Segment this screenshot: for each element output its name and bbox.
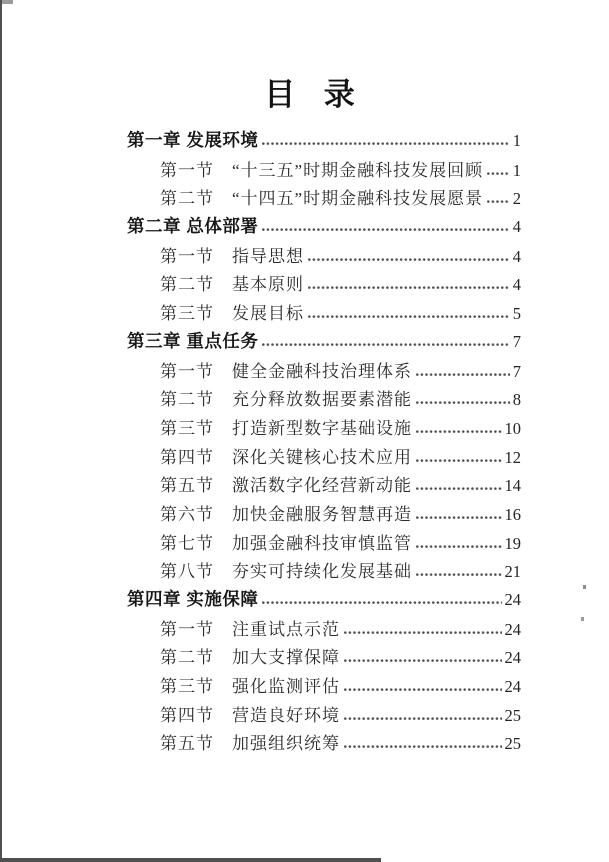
- dot-leader: [487, 199, 510, 204]
- toc-entry-page: 24: [504, 619, 521, 639]
- toc-entry-section: [127, 270, 521, 299]
- toc-entry-page: 8: [512, 390, 521, 410]
- scan-speck: [581, 617, 584, 621]
- toc-entry-label: 第二节 基本原则: [160, 275, 304, 295]
- toc-entry-page: 14: [504, 476, 521, 496]
- toc-entry-label: 第三节 强化监测评估: [160, 677, 340, 697]
- toc-entry-page: 24: [504, 590, 521, 609]
- toc-entry-page: 10: [504, 418, 521, 438]
- toc-entry-label: 第五节 激活数字化经营新动能: [160, 476, 412, 496]
- toc-entry-section: [127, 184, 521, 213]
- scan-edge-bottom-line: [0, 858, 381, 862]
- dot-leader: [344, 716, 502, 721]
- toc-entry-section: [127, 414, 521, 443]
- toc-entry-label: 第二节 加大支撑保障: [160, 648, 340, 668]
- toc-entry-label: 第五节 加强组织统筹: [160, 734, 340, 754]
- toc-entry-label: 第四章 实施保障: [127, 589, 259, 609]
- toc-entry-section: [127, 500, 521, 529]
- toc-entry-page: 24: [504, 648, 521, 668]
- toc-entry-label: 第二节 “十四五”时期金融科技发展愿景: [160, 189, 484, 209]
- dot-leader: [262, 600, 501, 605]
- toc-entry-label: 第三章 重点任务: [127, 330, 259, 351]
- toc-entry-label: 第六节 加快金融服务智慧再造: [160, 504, 412, 524]
- toc-entry-label: 第三节 发展目标: [160, 304, 304, 324]
- dot-leader: [344, 744, 502, 749]
- toc-entry-chapter: [127, 127, 521, 156]
- toc-entry-section: [127, 443, 521, 472]
- toc-entry-section: [127, 357, 521, 386]
- scan-edge-left-line: [0, 0, 2, 862]
- toc-entry-page: 4: [512, 246, 521, 266]
- toc-entry-section: [127, 643, 521, 672]
- dot-leader: [416, 572, 502, 577]
- toc-entry-page: 7: [512, 331, 521, 351]
- toc-entry-label: 第二章 总体部署: [127, 216, 259, 237]
- toc-entry-page: 19: [504, 533, 521, 553]
- toc-entry-label: 第四节 深化关键核心技术应用: [160, 447, 412, 467]
- toc-entry-label: 第一节 “十三五”时期金融科技发展回顾: [160, 160, 484, 180]
- toc-entry-page: 7: [512, 361, 521, 381]
- toc-entry-label: 第一节 注重试点示范: [160, 619, 340, 639]
- toc-entry-page: 25: [504, 734, 521, 754]
- page-title: 目 录: [264, 77, 357, 112]
- dot-leader: [416, 515, 502, 520]
- toc-entry-page: 1: [512, 160, 521, 180]
- toc-entry-chapter: [127, 328, 521, 357]
- toc-entry-page: 4: [512, 217, 521, 237]
- dot-leader: [262, 141, 509, 146]
- toc-entry-label: 第二节 充分释放数据要素潜能: [160, 390, 412, 410]
- toc-entry-section: [127, 557, 521, 586]
- toc-entry-page: 25: [504, 705, 521, 725]
- dot-leader: [344, 630, 502, 635]
- toc-entry-section: [127, 385, 521, 414]
- toc-entry-page: 24: [504, 677, 521, 697]
- dot-leader: [416, 486, 502, 491]
- dot-leader: [308, 257, 510, 262]
- toc-entry-section: [127, 672, 521, 701]
- toc-entry-section: [127, 729, 521, 758]
- table-of-contents: [127, 127, 521, 758]
- dot-leader: [416, 429, 502, 434]
- toc-entry-page: 2: [512, 189, 521, 209]
- toc-entry-page: 1: [512, 131, 521, 150]
- toc-entry-label: 第一节 指导思想: [160, 246, 304, 266]
- toc-entry-section: [127, 156, 521, 185]
- toc-entry-chapter: [127, 213, 521, 242]
- toc-entry-label: 第四节 营造良好环境: [160, 705, 340, 725]
- toc-entry-page: 4: [512, 275, 521, 295]
- dot-leader: [308, 285, 510, 290]
- toc-entry-page: 5: [512, 304, 521, 324]
- dot-leader: [416, 372, 510, 377]
- dot-leader: [262, 227, 509, 232]
- dot-leader: [416, 400, 510, 405]
- dot-leader: [344, 658, 502, 663]
- toc-entry-page: 16: [504, 504, 521, 524]
- toc-entry-label: 第八节 夯实可持续化发展基础: [160, 562, 412, 582]
- toc-entry-page: 21: [504, 562, 521, 582]
- toc-entry-section: [127, 615, 521, 644]
- toc-entry-page: 12: [504, 447, 521, 467]
- toc-entry-section: [127, 529, 521, 558]
- toc-entry-label: 第一章 发展环境: [127, 130, 259, 150]
- toc-entry-section: [127, 242, 521, 271]
- scan-smudge-top-left: [2, 0, 13, 4]
- toc-entry-label: 第三节 打造新型数字基础设施: [160, 418, 412, 438]
- dot-leader: [487, 171, 510, 176]
- toc-entry-section: [127, 471, 521, 500]
- dot-leader: [262, 342, 509, 347]
- dot-leader: [308, 314, 510, 319]
- toc-entry-section: [127, 299, 521, 328]
- toc-entry-chapter: [127, 586, 521, 615]
- dot-leader: [344, 687, 502, 692]
- scan-speck: [583, 585, 586, 589]
- dot-leader: [416, 544, 502, 549]
- toc-entry-section: [127, 701, 521, 730]
- toc-entry-label: 第一节 健全金融科技治理体系: [160, 361, 412, 381]
- dot-leader: [416, 458, 502, 463]
- toc-entry-label: 第七节 加强金融科技审慎监管: [160, 533, 412, 553]
